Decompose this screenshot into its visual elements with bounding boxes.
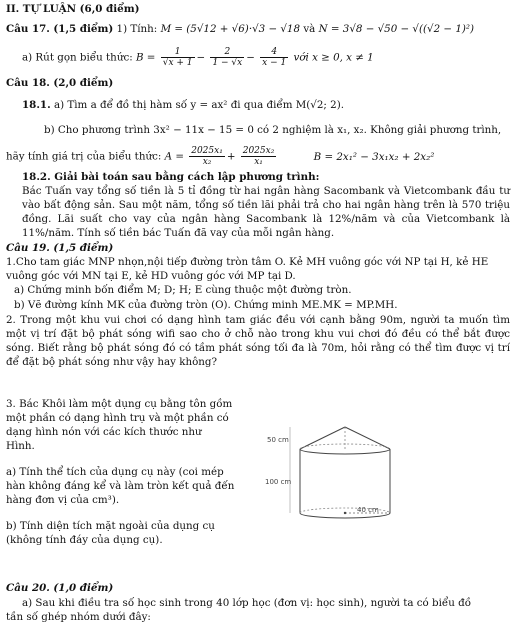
q19-p2: 2. Trong một khu vui chơi có dạng hình tam giác đều với cạnh bằng 90m, người ta muốn tìm một vị trí đặt bộ phát sóng wifi sao cho ở chỗ nào trong khu vui chơi đó đều có thể bắt được sóng. Biết rằng bộ phát sóng đó có tầm phát sóng tối đa là 70m, hỏi rằng có thể tìm được vị trí để đặt bộ phát sóng như vậy hay không?: [6, 314, 510, 368]
q19-p3b-line2: (không tính đáy của dụng cụ).: [6, 534, 163, 546]
q20-p-a2: tần số ghép nhóm dưới đây:: [6, 611, 151, 623]
q17-expr-n: N = 3√8 − √50 − √((√2 − 1)²): [318, 23, 475, 35]
q17-part1: 1) Tính:: [116, 23, 158, 35]
label-cone-height: 50 cm: [267, 436, 289, 444]
q19-p3-line2: một phần có dạng hình trụ và một phần có: [6, 412, 229, 424]
cone-right-edge: [345, 427, 390, 449]
q17-condition: với x ≥ 0, x ≠ 1: [293, 51, 374, 64]
q18-label: Câu 18. (2,0 điểm): [6, 77, 114, 89]
cone-left-edge: [300, 427, 345, 449]
cone-cylinder-drawing: [265, 425, 515, 527]
q19-label: Câu 19. (1,5 điểm): [6, 242, 114, 254]
label-radius: 40 cm: [357, 506, 379, 514]
q19-p3-line1: 3. Bác Khôi làm một dụng cụ bằng tôn gồm: [6, 398, 233, 410]
q19-p3-line4: Hình.: [6, 440, 35, 452]
q17-expr-b-lhs: B =: [135, 51, 156, 64]
label-cylinder-height: 100 cm: [265, 478, 292, 486]
q18-p1b2: hãy tính giá trị của biểu thức:: [6, 150, 162, 163]
q18-expr-b2: B = 2x₁² − 3x₁x₂ + 2x₂²: [313, 150, 435, 163]
q19-p3b-line1: b) Tính diện tích mặt ngoài của dụng cụ: [6, 520, 215, 532]
q20-label: Câu 20. (1,0 điểm): [6, 582, 114, 594]
top-ellipse-front: [300, 449, 390, 454]
q17-expr-m: M = (5√12 + √6)·√3 − √18: [160, 23, 301, 35]
q18-p1a: a) Tìm a để đồ thị hàm số y = ax² đi qua điểm M(√2; 2).: [53, 99, 345, 111]
q17-part-a: a) Rút gọn biểu thức:: [22, 51, 133, 64]
cone-cylinder-figure: [265, 425, 515, 527]
base-center-dot: [344, 512, 346, 514]
q17-frac1: $\frac{1}{√x + 1}$: [162, 47, 193, 68]
q19-p3a-line1: a) Tính thể tích của dụng cụ này (coi mép: [6, 466, 224, 478]
q19-p3a-line2: hàn không đáng kể và làm tròn kết quả đến: [6, 480, 235, 492]
q18-p1b: b) Cho phương trình 3x² − 11x − 15 = 0 có 2 nghiệm là x₁, x₂. Không giải phương trình,: [44, 124, 502, 136]
q19-p1: 1.Cho tam giác MNP nhọn,nội tiếp đường tròn tâm O. Kẻ MH vuông góc với NP tại H, kẻ HE: [6, 256, 489, 268]
q17-frac2: $\frac{2}{1 - √x}$: [212, 47, 243, 68]
q19-p1-b: b) Vẽ đường kính MK của đường tròn (O). Chứng minh ME.MK = MP.MH.: [14, 299, 398, 311]
q18-p1-label: 18.1.: [22, 99, 51, 111]
q18-expr-a-lhs: A =: [164, 150, 184, 163]
q19-p1-a: a) Chứng minh bốn điểm M; D; H; E cùng thuộc một đường tròn.: [14, 284, 352, 296]
q17-frac3: $\frac{4}{x - 1}$: [262, 47, 287, 68]
q18-frac-a2: $\frac{\text{2025x₂}}{\text{x₁}}$: [242, 146, 275, 167]
q17-line2: a) Rút gọn biểu thức: B = $\frac{1}{√x + 1}$ − $\frac{2}{1 - √x}$ − $\frac{4}{x - 1}$ với x ≥ 0, x ≠ 1: [22, 47, 374, 68]
section-title: II. TỰ LUẬN (6,0 điểm): [6, 3, 140, 15]
q18-p2-text: Bác Tuấn vay tổng số tiền là 5 tỉ đồng từ hai ngân hàng Sacombank và Vietcombank đầu tư vào bất động sản. Sau một năm, tổng số tiền lãi phải trả cho hai ngân hàng trên là 570 triệu đồng. Lãi suất cho vay của ngân hàng Sacombank là 12%/năm và của Vietcombank là 11%/năm. Tính số tiền bác Tuấn đã vay của mỗi ngân hàng.: [22, 185, 510, 239]
q18-p1a-line: [22, 98, 344, 112]
q18-p2-label: 18.2. Giải bài toán sau bằng cách lập phương trình:: [22, 171, 320, 183]
q19-p3-line3: dạng hình nón với các kích thước như: [6, 426, 202, 438]
q20-p-a: a) Sau khi điều tra số học sinh trong 40 lớp học (đơn vị: học sinh), người ta có biểu đồ: [22, 597, 472, 609]
q17-and: và: [303, 23, 316, 35]
q18-p1b2-line: hãy tính giá trị của biểu thức: A = $\frac{\text{2025x₁}}{\text{x₂}}$ + $\frac{\text{2025x₂}}{\text{x₁}}$ B = 2x₁² − 3x₁x₂ + 2x₂²: [6, 146, 435, 167]
q17-label: Câu 17. (1,5 điểm): [6, 23, 114, 35]
q19-p3a-line3: hàng đơn vị của cm³).: [6, 494, 120, 506]
q17-line1: [6, 22, 474, 36]
q18-frac-a1: $\frac{\text{2025x₁}}{\text{x₂}}$: [191, 146, 223, 167]
q19-p1b: vuông góc với MN tại E, kẻ HD vuông góc với MP tại D.: [6, 270, 296, 282]
